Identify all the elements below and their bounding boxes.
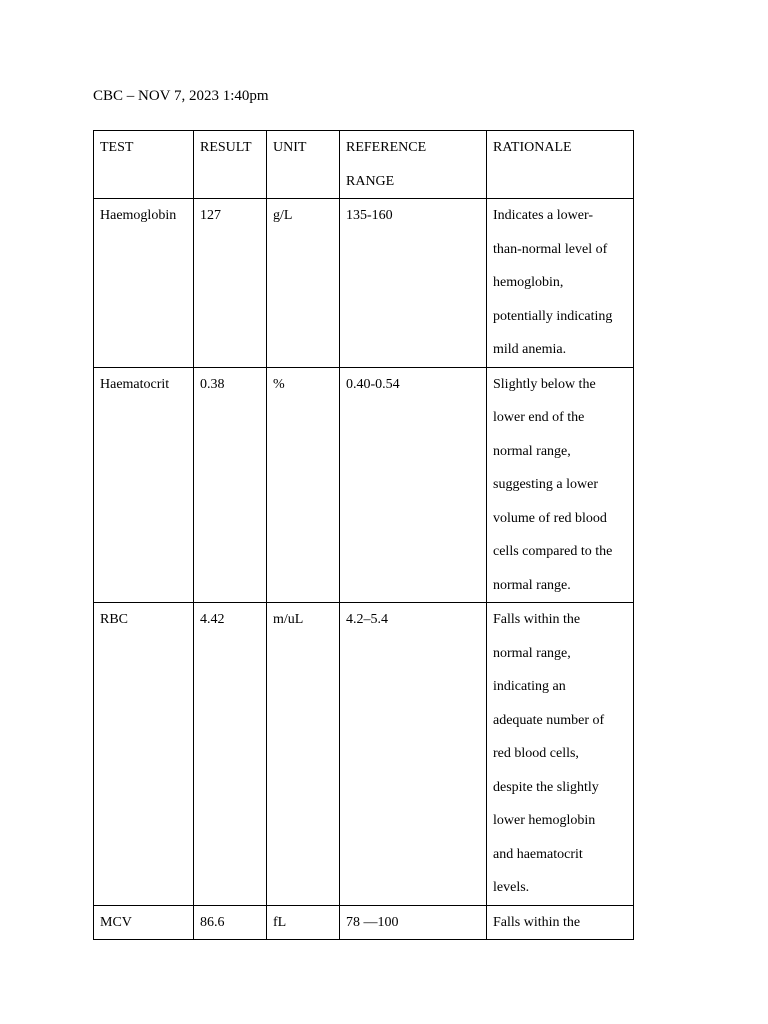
cell-result: 86.6 [194, 905, 267, 940]
table-row [94, 367, 634, 603]
table-row [94, 199, 634, 368]
header-test: TEST [94, 131, 194, 199]
cell-result: 0.38 [194, 367, 267, 603]
cell-result: 127 [194, 199, 267, 368]
cell-reference-range: 0.40-0.54 [340, 367, 487, 603]
cell-rationale: Slightly below the lower end of the normal range, suggesting a lower volume of red blood cells compared to the normal range. [487, 367, 634, 603]
cell-unit: g/L [267, 199, 340, 368]
cell-rationale: Falls within the [487, 905, 634, 940]
header-result: RESULT [194, 131, 267, 199]
cbc-results-table [93, 130, 634, 940]
cell-unit: % [267, 367, 340, 603]
table-header-row [94, 131, 634, 199]
cell-unit: m/uL [267, 603, 340, 906]
cell-reference-range: 4.2–5.4 [340, 603, 487, 906]
cell-reference-range: 78 —100 [340, 905, 487, 940]
header-reference-range: REFERENCE RANGE [340, 131, 487, 199]
cell-rationale: Indicates a lower- than-normal level of hemoglobin, potentially indicating mild anemia. [487, 199, 634, 368]
cell-reference-range: 135-160 [340, 199, 487, 368]
cell-test: Haematocrit [94, 367, 194, 603]
cell-test: MCV [94, 905, 194, 940]
table-row [94, 905, 634, 940]
table-row [94, 603, 634, 906]
page-title: CBC – NOV 7, 2023 1:40pm [93, 88, 269, 104]
cell-result: 4.42 [194, 603, 267, 906]
header-unit: UNIT [267, 131, 340, 199]
header-rationale: RATIONALE [487, 131, 634, 199]
cell-test: Haemoglobin [94, 199, 194, 368]
cell-rationale: Falls within the normal range, indicating an adequate number of red blood cells, despite the slightly lower hemoglobin and haematocrit levels. [487, 603, 634, 906]
cell-test: RBC [94, 603, 194, 906]
cell-unit: fL [267, 905, 340, 940]
